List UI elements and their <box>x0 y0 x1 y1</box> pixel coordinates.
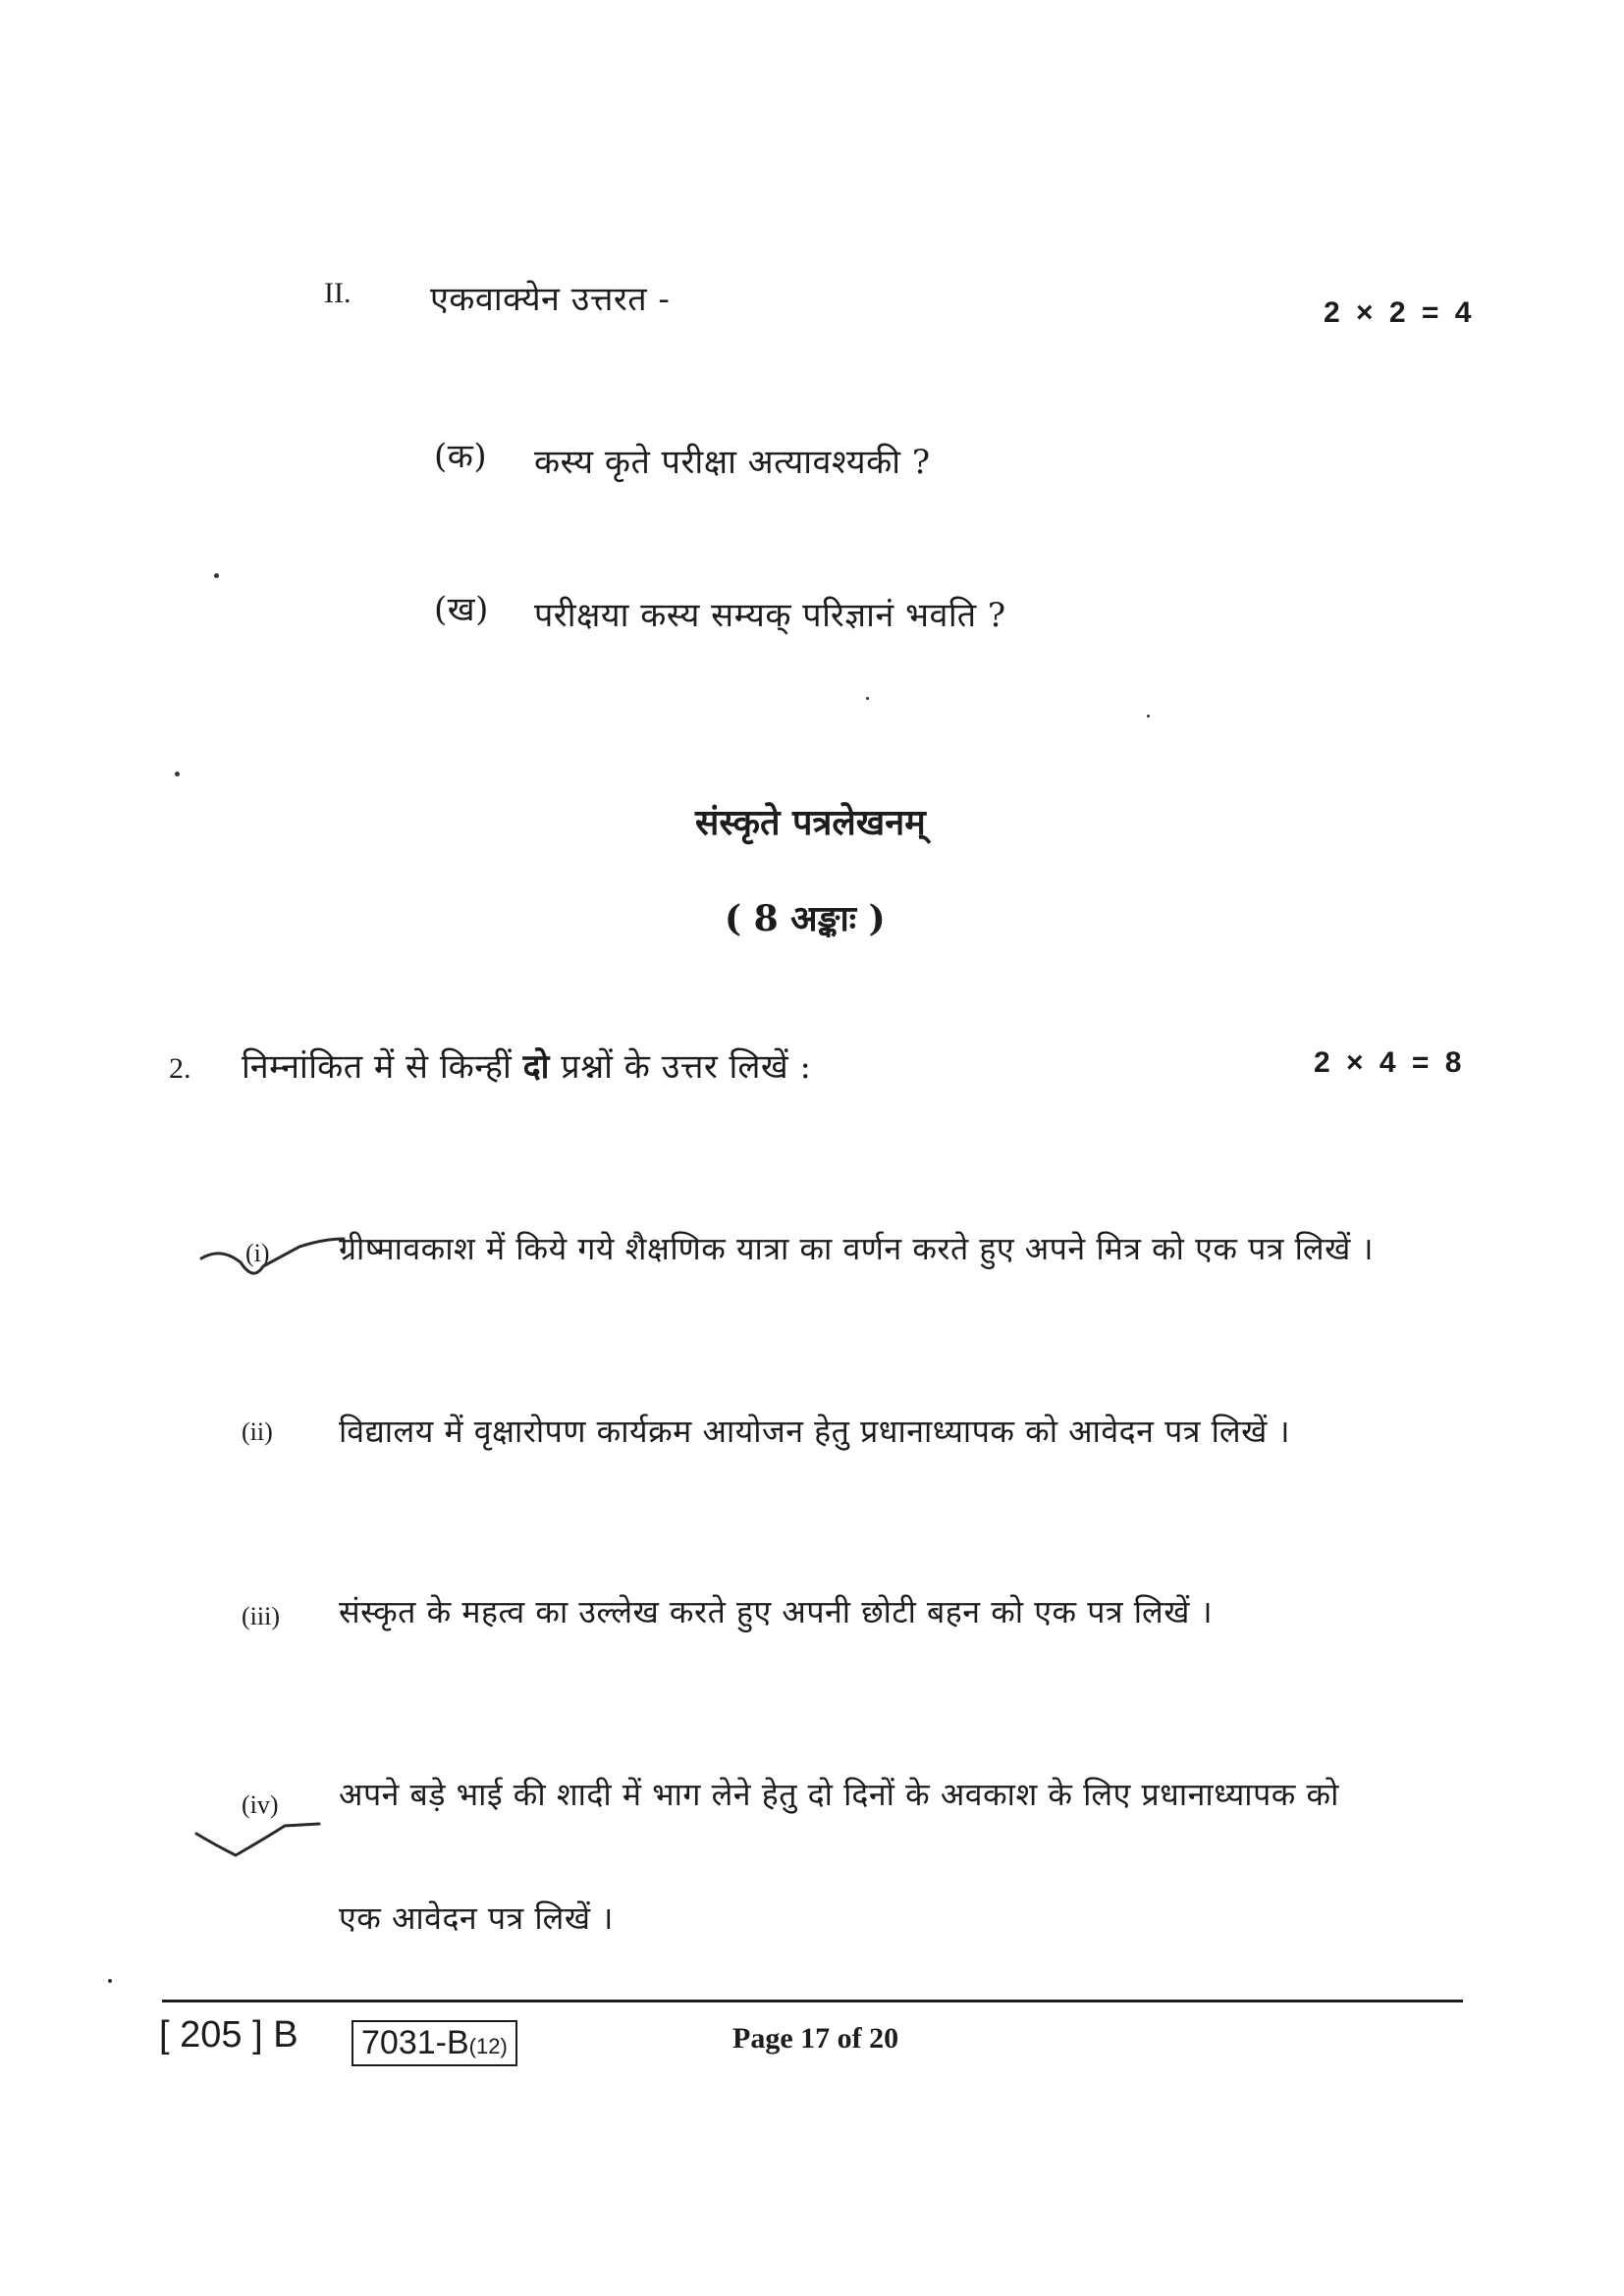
option-text-iv-continued: एक आवेदन पत्र लिखें । <box>339 1899 614 1937</box>
footer-code-box <box>352 2020 517 2066</box>
question-text-kha: परीक्षया कस्य सम्यक् परिज्ञानं भवति ? <box>534 596 1006 635</box>
footer-code-sub: (12) <box>468 2034 508 2058</box>
option-text-i: ग्रीष्मावकाश में किये गये शैक्षणिक यात्रा का वर्णन करते हुए अपने मित्र को एक पत्र लिखें । <box>339 1230 1375 1267</box>
scan-speck <box>175 772 180 776</box>
scan-speck <box>214 573 219 578</box>
footer-rule <box>162 2000 1463 2002</box>
question-marks: 2 × 4 = 8 <box>1314 1046 1466 1079</box>
section-subtitle: ( 8 अङ्काः ) <box>725 898 886 939</box>
question-label-kha: (ख) <box>434 590 489 629</box>
option-label-i: (i) <box>245 1239 270 1267</box>
section-marks: 2 × 2 = 4 <box>1324 296 1476 329</box>
scan-speck <box>1147 715 1150 718</box>
section-number: II. <box>324 277 352 309</box>
option-label-iv: (iv) <box>242 1790 279 1819</box>
option-text-ii: विद्यालय में वृक्षारोपण कार्यक्रम आयोजन हेतु प्रधानाध्यापक को आवेदन पत्र लिखें । <box>339 1413 1291 1450</box>
footer-paper-id: [ 205 ] B <box>159 2014 298 2056</box>
instruction-part-2: प्रश्नों के उत्तर लिखें : <box>561 1047 812 1087</box>
tick-mark-i <box>201 1239 344 1273</box>
option-label-iii: (iii) <box>242 1602 280 1630</box>
option-text-iii: संस्कृत के महत्व का उल्लेख करते हुए अपनी छोटी बहन को एक पत्र लिखें । <box>339 1593 1214 1630</box>
question-text-ka: कस्य कृते परीक्षा अत्यावश्यकी ? <box>534 443 931 482</box>
scan-speck <box>108 1979 112 1983</box>
section-instruction: एकवाक्येन उत्तरत - <box>430 280 671 319</box>
option-label-ii: (ii) <box>242 1417 273 1446</box>
section-title: संस्कृते पत्रलेखनम् <box>695 802 926 843</box>
instruction-part-1: निम्नांकित में से किन्हीं <box>242 1047 513 1087</box>
question-label-ka: (क) <box>434 437 488 476</box>
option-text-iv: अपने बड़े भाई की शादी में भाग लेने हेतु दो दिनों के अवकाश के लिए प्रधानाध्यापक को <box>339 1776 1339 1813</box>
instruction-emphasis: दो <box>522 1047 550 1087</box>
footer-code: 7031-B <box>361 2024 469 2061</box>
tick-mark-iv <box>196 1824 319 1855</box>
page-number: Page 17 of 20 <box>732 2022 899 2055</box>
scan-speck <box>866 697 869 700</box>
question-number: 2. <box>169 1052 191 1085</box>
